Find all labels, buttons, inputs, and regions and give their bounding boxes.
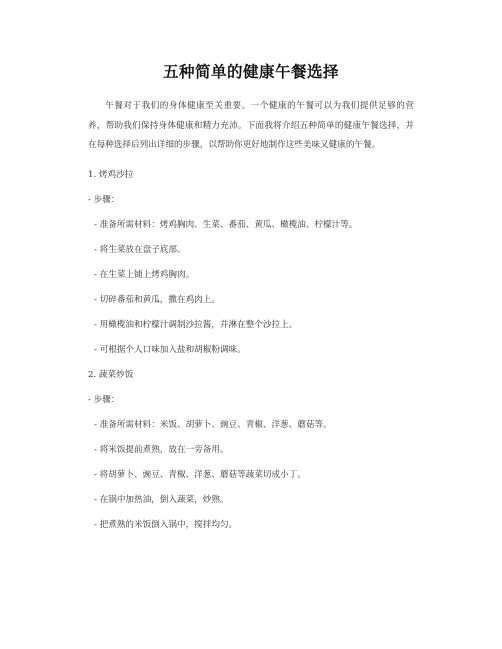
step-item: - 将米饭提前煮熟，放在一旁备用。 [94, 445, 229, 455]
step-item: - 将胡萝卜、豌豆、青椒、洋葱、蘑菇等蔬菜切成小丁。 [94, 470, 306, 480]
step-item: - 把煮熟的米饭倒入锅中，搅拌均匀。 [94, 520, 238, 530]
document-title: 五种简单的健康午餐选择 [162, 63, 339, 81]
step-item: - 在生菜上铺上烤鸡胸肉。 [94, 270, 195, 280]
step-item: - 将生菜放在盘子底部。 [94, 245, 186, 255]
steps-label: - 步骤： [88, 195, 120, 205]
intro-paragraph: 午餐对于我们的身体健康至关重要。一个健康的午餐可以为我们提供足够的营养，帮助我们保持身体健康和精力充沛。下面我将介绍五种简单的健康午餐选择，并在每种选择后列出详细的步骤，以帮助你更好地制作这些美味又健康的午餐。 [88, 101, 414, 150]
step-item: - 在锅中加热油，倒入蔬菜，炒熟。 [94, 495, 229, 505]
section-heading: 1. 烤鸡沙拉 [88, 170, 134, 180]
step-item: - 切碎番茄和黄瓜，撒在鸡肉上。 [94, 295, 220, 305]
section-heading: 2. 蔬菜炒饭 [88, 370, 134, 380]
step-item: - 准备所需材料：米饭、胡萝卜、豌豆、青椒、洋葱、蘑菇等。 [94, 420, 332, 430]
step-item: - 准备所需材料：烤鸡胸肉、生菜、番茄、黄瓜、橄榄油、柠檬汁等。 [94, 220, 358, 230]
steps-label: - 步骤： [88, 395, 120, 405]
step-item: - 用橄榄油和柠檬汁调制沙拉酱，并淋在整个沙拉上。 [94, 320, 298, 330]
step-item: - 可根据个人口味加入盐和胡椒粉调味。 [94, 345, 246, 355]
